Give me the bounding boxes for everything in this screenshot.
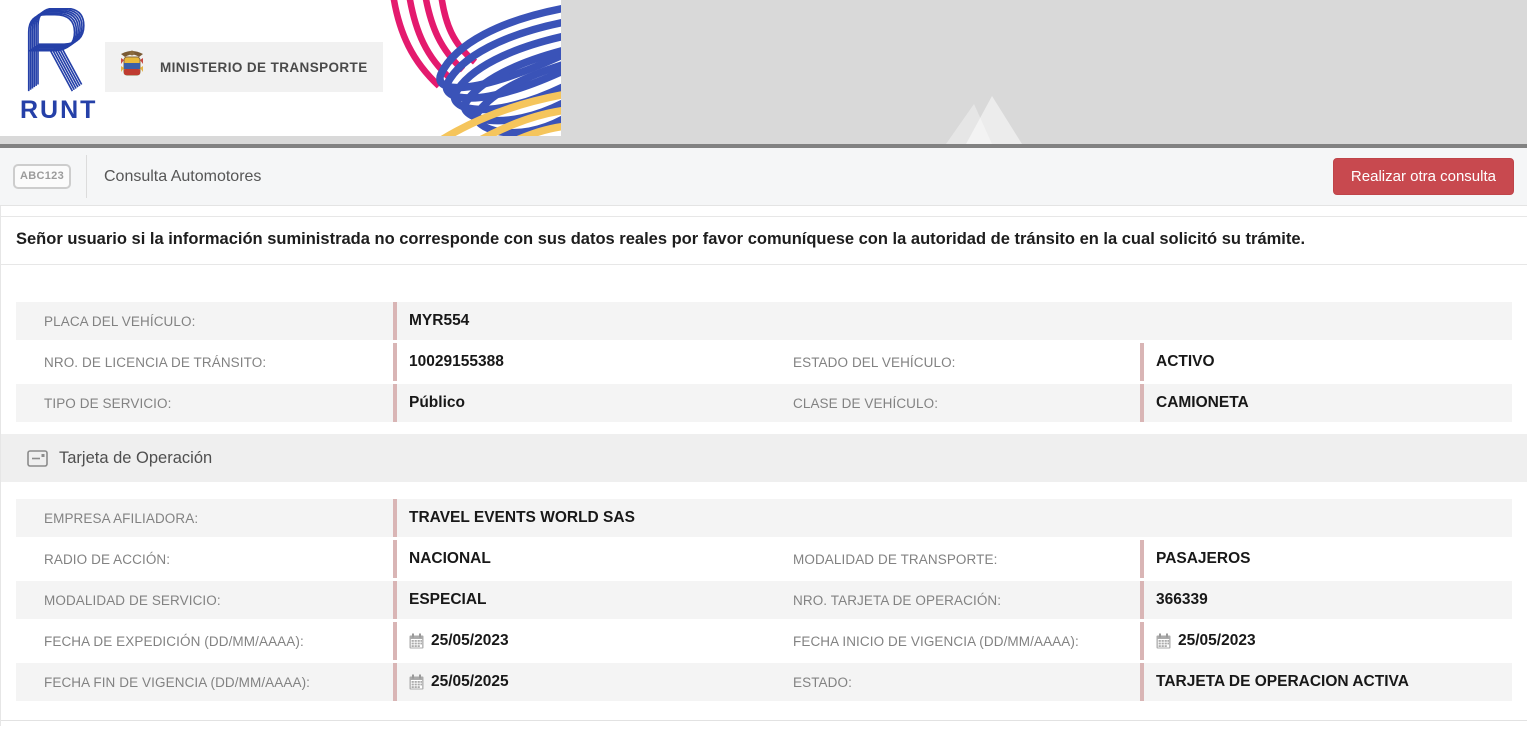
section-title: Tarjeta de Operación — [59, 448, 213, 467]
nro-tarjeta-label: NRO. TARJETA DE OPERACIÓN: — [793, 592, 1002, 608]
modalidad-servicio-value: ESPECIAL — [393, 581, 765, 619]
radio-accion-label: RADIO DE ACCIÓN: — [44, 551, 171, 567]
empty-cell — [1140, 302, 1513, 340]
site-header — [0, 0, 1527, 148]
row-licencia-estado — [16, 343, 1512, 381]
empresa-label: EMPRESA AFILIADORA: — [44, 510, 199, 526]
ministry-banner — [105, 42, 386, 92]
logo-panel — [0, 0, 561, 136]
estado-tarjeta-label: ESTADO: — [793, 674, 852, 690]
toolbar-divider — [86, 155, 87, 198]
modalidad-servicio-label: MODALIDAD DE SERVICIO: — [44, 592, 221, 608]
row-radio-modalidad — [16, 540, 1512, 578]
colombia-coat-of-arms-icon — [117, 48, 147, 87]
radio-accion-value: NACIONAL — [393, 540, 765, 578]
fecha-expedicion-label: FECHA DE EXPEDICIÓN (DD/MM/AAAA): — [44, 633, 304, 649]
clase-vehiculo-label: CLASE DE VEHÍCULO: — [793, 395, 939, 411]
placa-value: MYR554 — [393, 302, 765, 340]
clase-vehiculo-value: CAMIONETA — [1140, 384, 1513, 422]
runt-wordmark: RUNT — [20, 96, 98, 124]
row-empresa — [16, 499, 1512, 537]
content-panel — [0, 206, 1527, 726]
empty-cell — [1140, 499, 1513, 537]
row-placa — [16, 302, 1512, 340]
page-toolbar — [0, 148, 1527, 206]
row-tipo-clase — [16, 384, 1512, 422]
mountain-watermark-icon — [946, 96, 1022, 144]
ministry-label: MINISTERIO DE TRANSPORTE — [160, 59, 368, 75]
license-plate-icon: ABC123 — [13, 164, 71, 189]
row-fechas-1 — [16, 622, 1512, 660]
nro-tarjeta-value: 366339 — [1140, 581, 1513, 619]
fecha-inicio-label: FECHA INICIO DE VIGENCIA (DD/MM/AAAA): — [793, 633, 1079, 649]
row-fechas-2 — [16, 663, 1512, 701]
estado-vehiculo-label: ESTADO DEL VEHÍCULO: — [793, 354, 956, 370]
estado-tarjeta-value: TARJETA DE OPERACION ACTIVA — [1140, 663, 1513, 701]
tarjeta-operacion-section-header — [1, 434, 1527, 482]
placa-label: PLACA DEL VEHÍCULO: — [44, 313, 196, 329]
fecha-fin-value-cell — [393, 663, 765, 701]
user-notice: Señor usuario si la información suministrada no corresponde con sus datos reales por favor comuníquese con la autoridad de tránsito en la cual solicitó su trámite. — [1, 216, 1527, 265]
id-card-icon — [27, 450, 48, 467]
fecha-expedicion-value: 25/05/2023 — [431, 632, 509, 649]
tipo-servicio-label: TIPO DE SERVICIO: — [44, 395, 172, 411]
fecha-inicio-value-cell — [1140, 622, 1513, 660]
empty-cell — [765, 499, 1140, 537]
fecha-inicio-value: 25/05/2023 — [1178, 632, 1256, 649]
page-title: Consulta Automotores — [104, 167, 262, 185]
new-query-button[interactable]: Realizar otra consulta — [1333, 158, 1514, 195]
empresa-value: TRAVEL EVENTS WORLD SAS — [393, 499, 765, 537]
fecha-fin-value: 25/05/2025 — [431, 673, 509, 690]
calendar-icon — [409, 674, 424, 690]
runt-logo[interactable] — [20, 8, 98, 130]
vehicle-info-table — [1, 302, 1527, 725]
colombia-ribbon-icon — [383, 0, 561, 136]
licencia-label: NRO. DE LICENCIA DE TRÁNSITO: — [44, 354, 267, 370]
fecha-fin-label: FECHA FIN DE VIGENCIA (DD/MM/AAAA): — [44, 674, 311, 690]
licencia-value: 10029155388 — [393, 343, 765, 381]
bottom-divider — [1, 720, 1527, 725]
empty-cell — [765, 302, 1140, 340]
runt-r-icon — [20, 8, 92, 100]
modalidad-transporte-value: PASAJEROS — [1140, 540, 1513, 578]
calendar-icon — [1156, 633, 1171, 649]
fecha-expedicion-value-cell — [393, 622, 765, 660]
estado-vehiculo-value: ACTIVO — [1140, 343, 1513, 381]
calendar-icon — [409, 633, 424, 649]
row-servicio-nrotarjeta — [16, 581, 1512, 619]
tipo-servicio-value: Público — [393, 384, 765, 422]
modalidad-transporte-label: MODALIDAD DE TRANSPORTE: — [793, 551, 998, 567]
